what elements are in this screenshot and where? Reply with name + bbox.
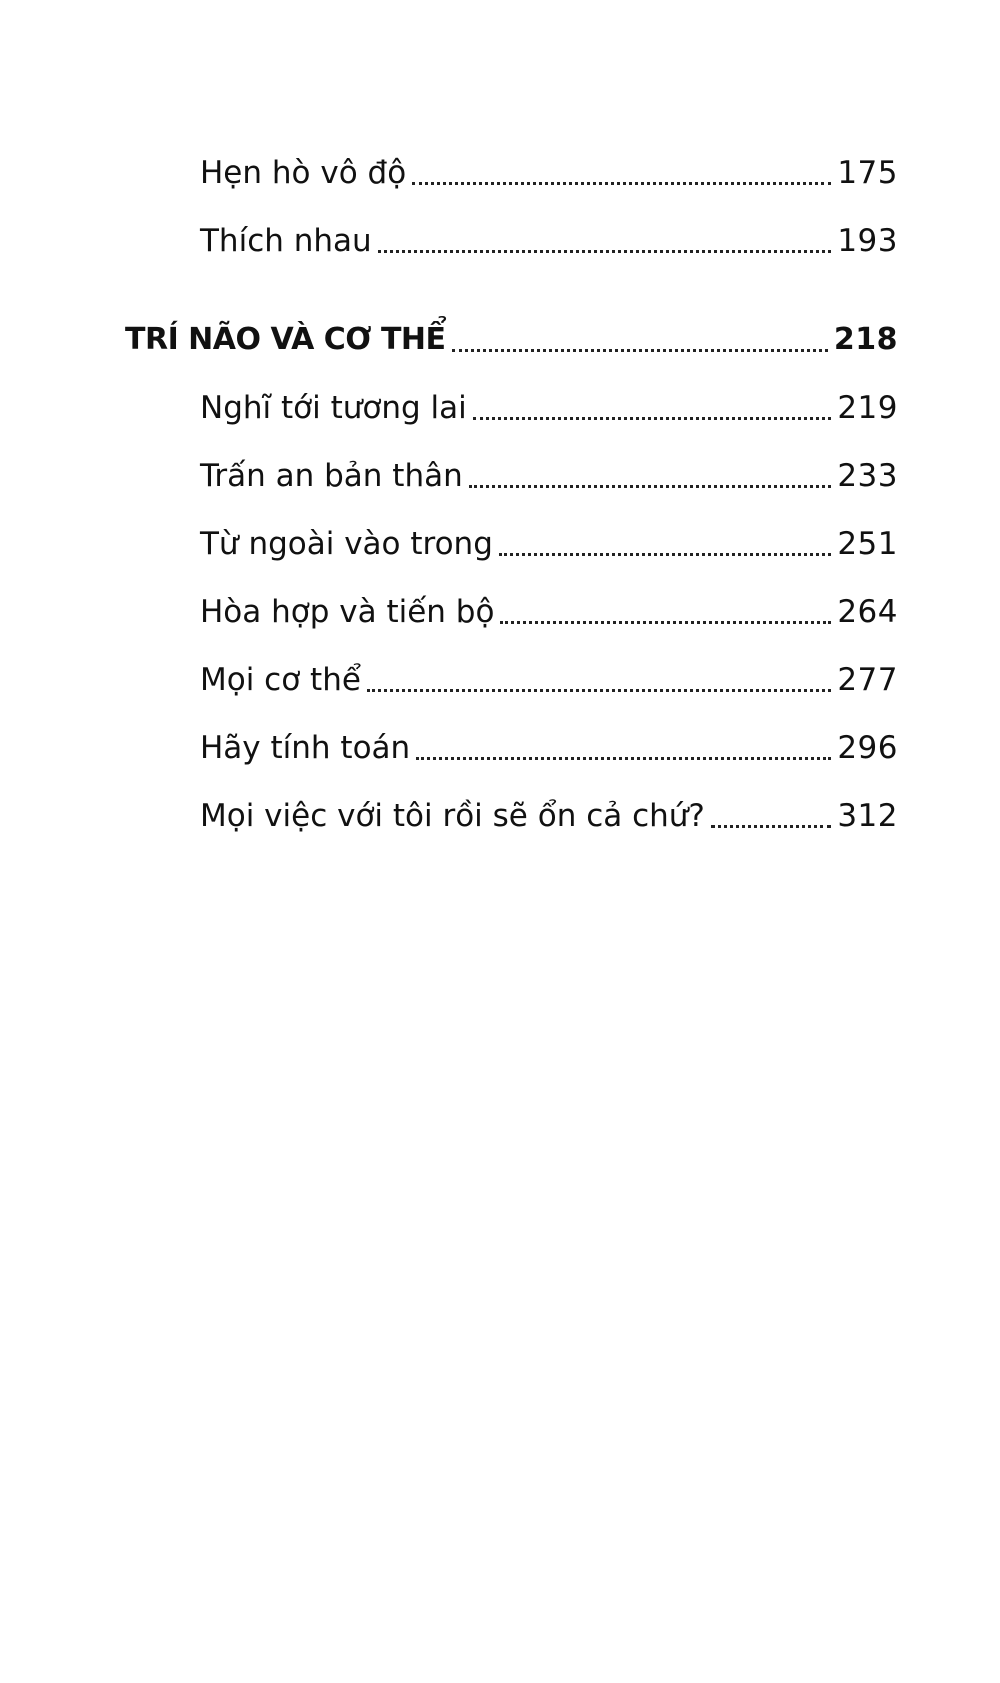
toc-entry-title: Nghĩ tới tương lai	[200, 390, 467, 426]
toc-entry[interactable]	[200, 526, 898, 566]
dot-leader	[499, 553, 831, 556]
dot-leader	[452, 349, 828, 352]
toc-entry-page: 251	[837, 526, 898, 562]
dot-leader	[473, 417, 832, 420]
toc-entry-page: 296	[837, 730, 898, 766]
toc-entry[interactable]	[200, 662, 898, 702]
dot-leader	[500, 621, 831, 624]
toc-entry-page: 312	[837, 798, 898, 834]
toc-section-title: TRÍ NÃO VÀ CƠ THỂ	[125, 322, 446, 357]
toc-section-page: 218	[833, 322, 898, 357]
toc-entry-title: Trấn an bản thân	[200, 458, 463, 494]
toc-entry[interactable]	[200, 155, 898, 195]
toc-entry-title: Mọi việc với tôi rồi sẽ ổn cả chứ?	[200, 798, 705, 834]
toc-entry-title: Hẹn hò vô độ	[200, 155, 407, 191]
toc-entry[interactable]	[200, 730, 898, 770]
dot-leader	[378, 250, 832, 253]
toc-entry[interactable]	[200, 223, 898, 263]
dot-leader	[469, 485, 832, 488]
toc-entry-page: 233	[837, 458, 898, 494]
toc-entry-page: 277	[837, 662, 898, 698]
toc-section-heading[interactable]	[125, 322, 898, 362]
toc-entry[interactable]	[200, 798, 898, 838]
toc-entry-page: 175	[837, 155, 898, 191]
toc-entry[interactable]	[200, 390, 898, 430]
toc-entry[interactable]	[200, 594, 898, 634]
toc-entry-title: Mọi cơ thể	[200, 662, 361, 698]
toc-entry-title: Từ ngoài vào trong	[200, 526, 493, 562]
toc-entry-page: 219	[837, 390, 898, 426]
toc-entry[interactable]	[200, 458, 898, 498]
dot-leader	[711, 825, 831, 828]
dot-leader	[367, 689, 831, 692]
toc-entry-page: 264	[837, 594, 898, 630]
toc-entry-title: Hòa hợp và tiến bộ	[200, 594, 495, 630]
toc-entry-title: Thích nhau	[200, 223, 372, 259]
dot-leader	[416, 757, 831, 760]
toc-entry-page: 193	[837, 223, 898, 259]
dot-leader	[412, 182, 831, 185]
toc-entry-title: Hãy tính toán	[200, 730, 411, 766]
